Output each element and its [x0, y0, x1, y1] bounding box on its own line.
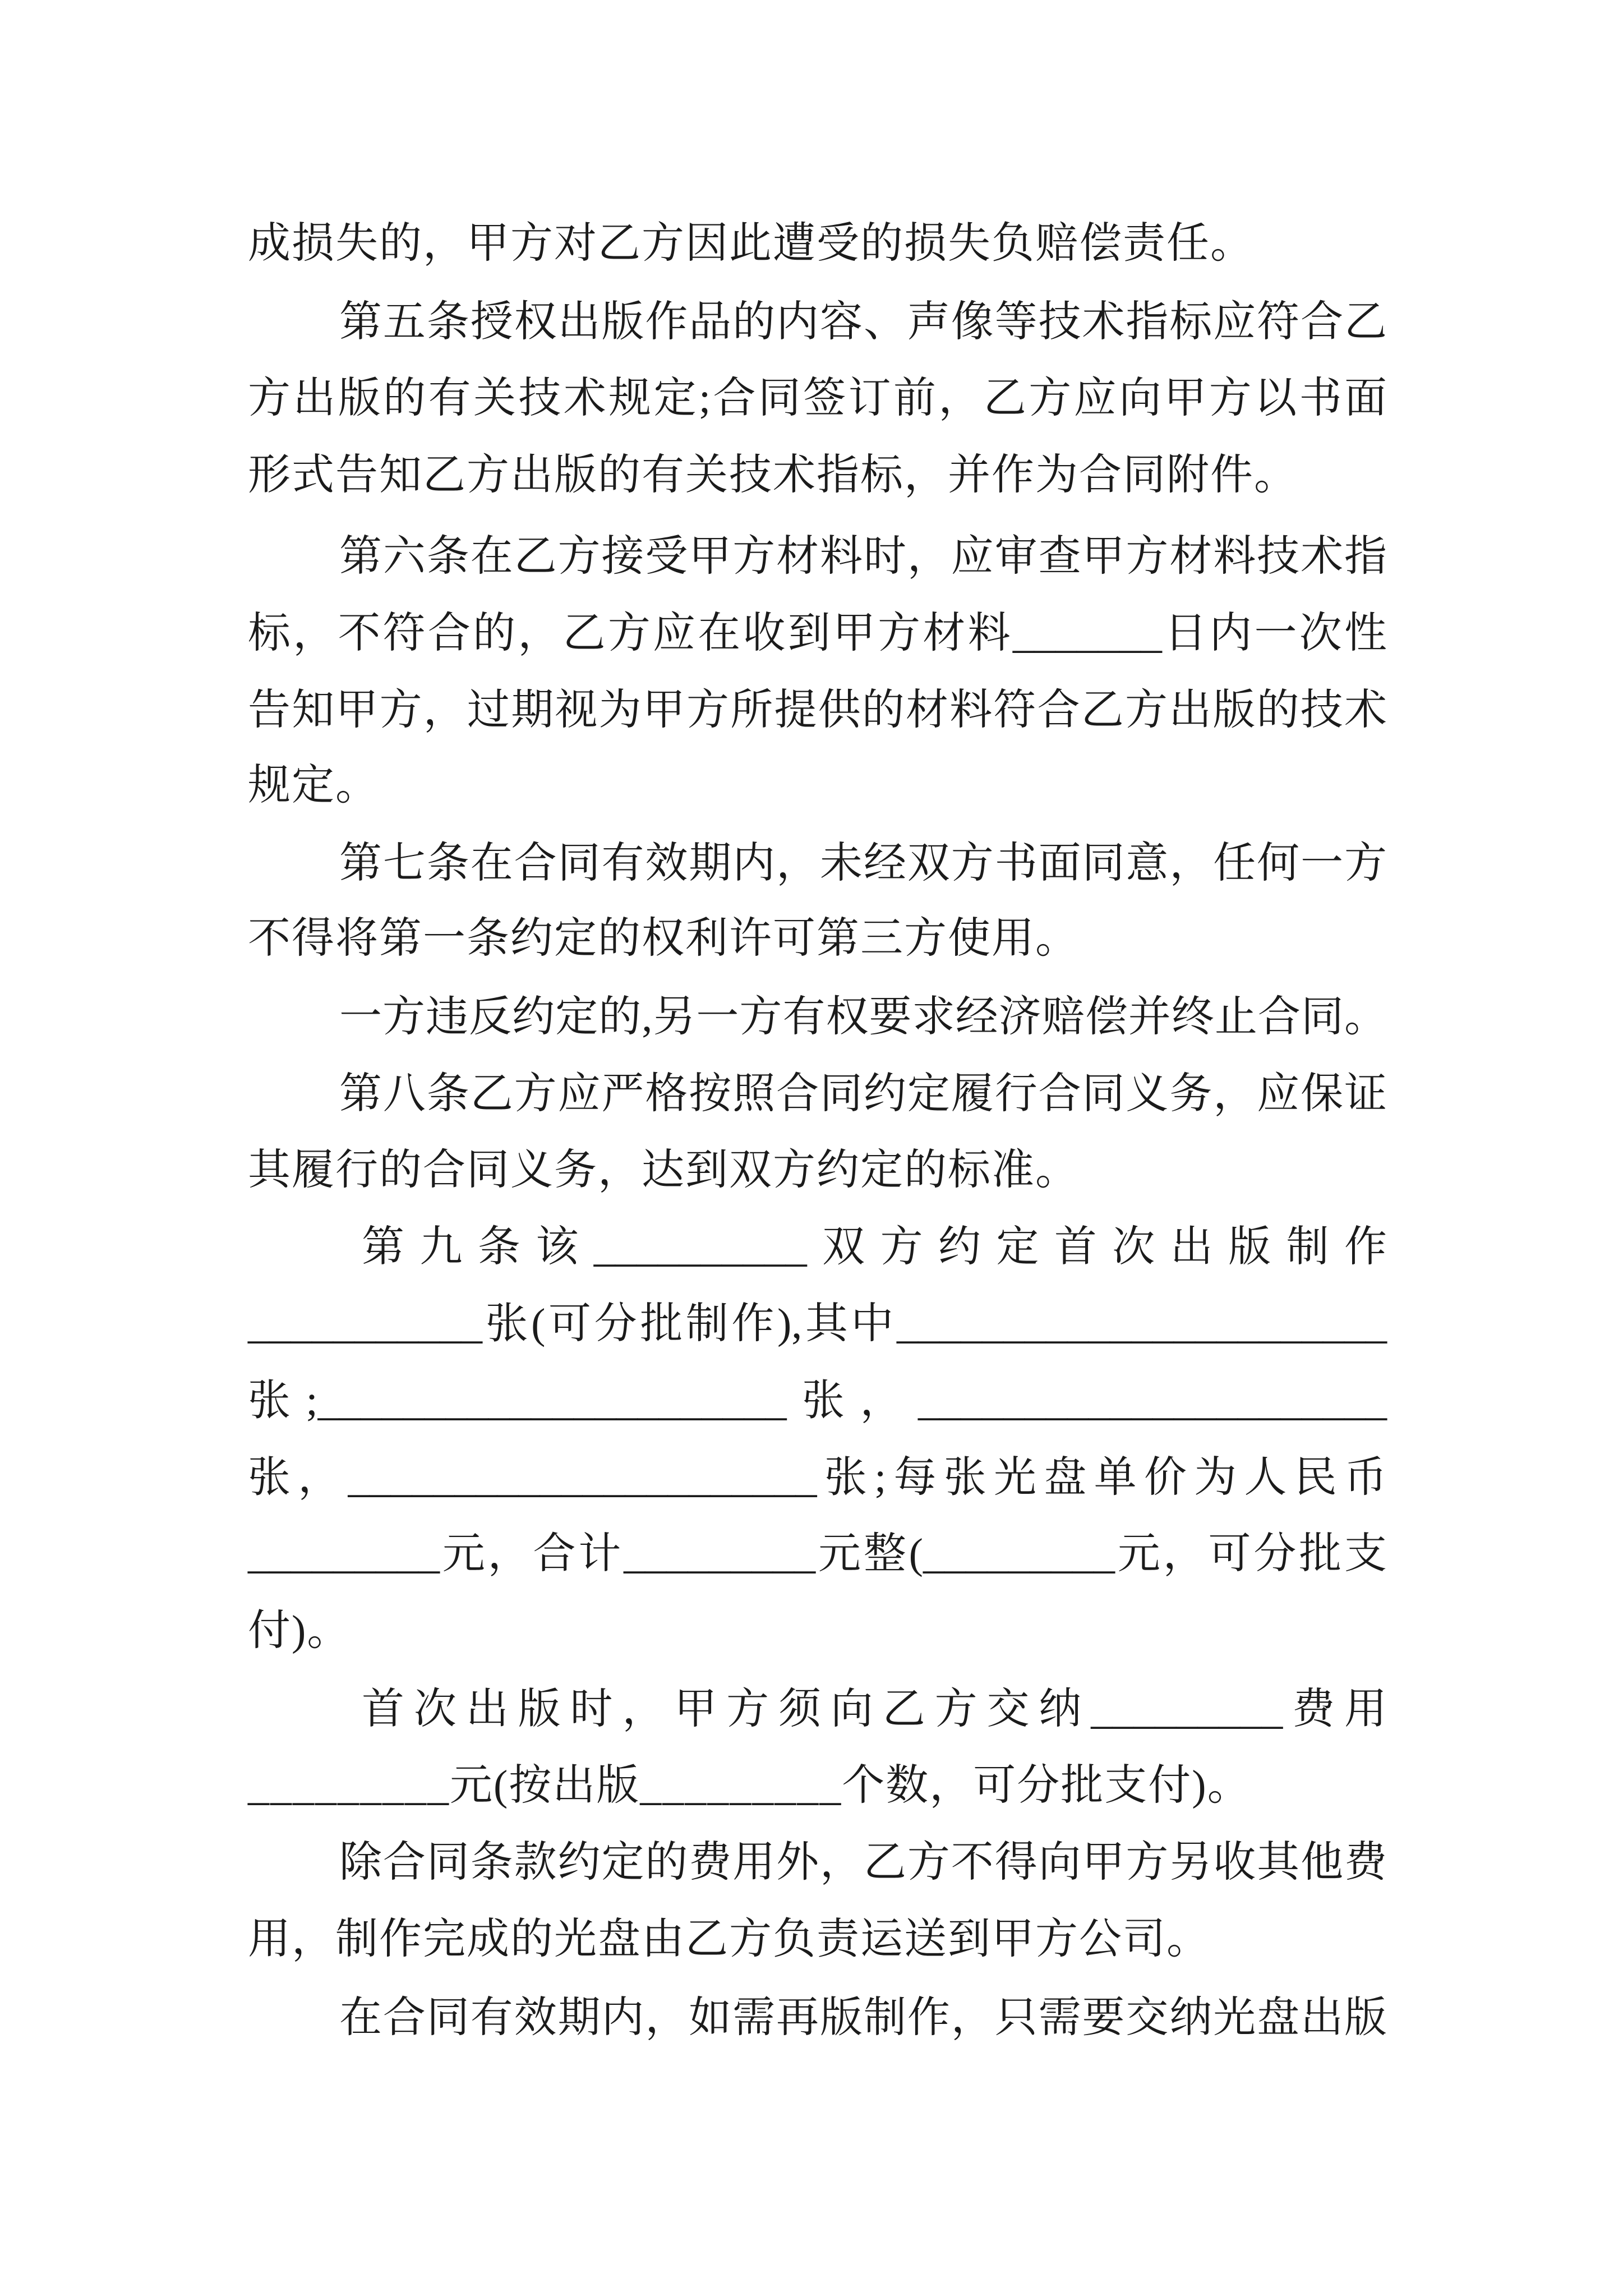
text-line: 第七条在合同有效期内，未经双方书面同意，任何一方	[339, 840, 1387, 887]
text-line: 第五条授权出版作品的内容、声像等技术指标应符合乙	[339, 298, 1387, 346]
text-line: 第九条该__________双方约定首次出版制作	[362, 1223, 1387, 1271]
text-line: 其履行的合同义务，达到双方约定的标准。	[248, 1147, 1079, 1194]
text-line: _________元(按出版_________个数，可分批支付)。	[248, 1762, 1251, 1809]
text-line: 张，______________________张;每张光盘单价为人民币	[248, 1454, 1387, 1501]
text-line: 在合同有效期内，如需再版制作，只需要交纳光盘出版	[339, 1994, 1387, 2041]
text-line: _________元，合计_________元整(_________元，可分批支	[248, 1530, 1387, 1577]
text-line: 标，不符合的，乙方应在收到甲方材料_______日内一次性	[248, 610, 1387, 657]
text-line: 不得将第一条约定的权利许可第三方使用。	[248, 915, 1079, 962]
text-line: 第八条乙方应严格按照合同约定履行合同义务，应保证	[339, 1070, 1387, 1117]
text-line: 用，制作完成的光盘由乙方负责运送到甲方公司。	[248, 1916, 1210, 1963]
text-line: 方出版的有关技术规定;合同签订前，乙方应向甲方以书面	[248, 375, 1387, 422]
text-line: 一方违反约定的,另一方有权要求经济赔偿并终止合同。	[339, 993, 1387, 1041]
text-line: 首次出版时，甲方须向乙方交纳_________费用	[362, 1686, 1387, 1733]
text-line: 规定。	[248, 762, 379, 809]
text-line: 张;______________________张，______________________	[248, 1377, 1387, 1424]
text-line: 形式告知乙方出版的有关技术指标，并作为合同附件。	[248, 452, 1298, 499]
text-line: 付)。	[248, 1607, 351, 1654]
text-line: 成损失的，甲方对乙方因此遭受的损失负赔偿责任。	[248, 220, 1254, 267]
text-line: 除合同条款约定的费用外，乙方不得向甲方另收其他费	[339, 1839, 1387, 1886]
text-line: ___________张(可分批制作),其中_______________________	[248, 1300, 1387, 1347]
text-line: 告知甲方，过期视为甲方所提供的材料符合乙方出版的技术	[248, 687, 1387, 734]
text-line: 第六条在乙方接受甲方材料时，应审查甲方材料技术指	[339, 533, 1387, 580]
